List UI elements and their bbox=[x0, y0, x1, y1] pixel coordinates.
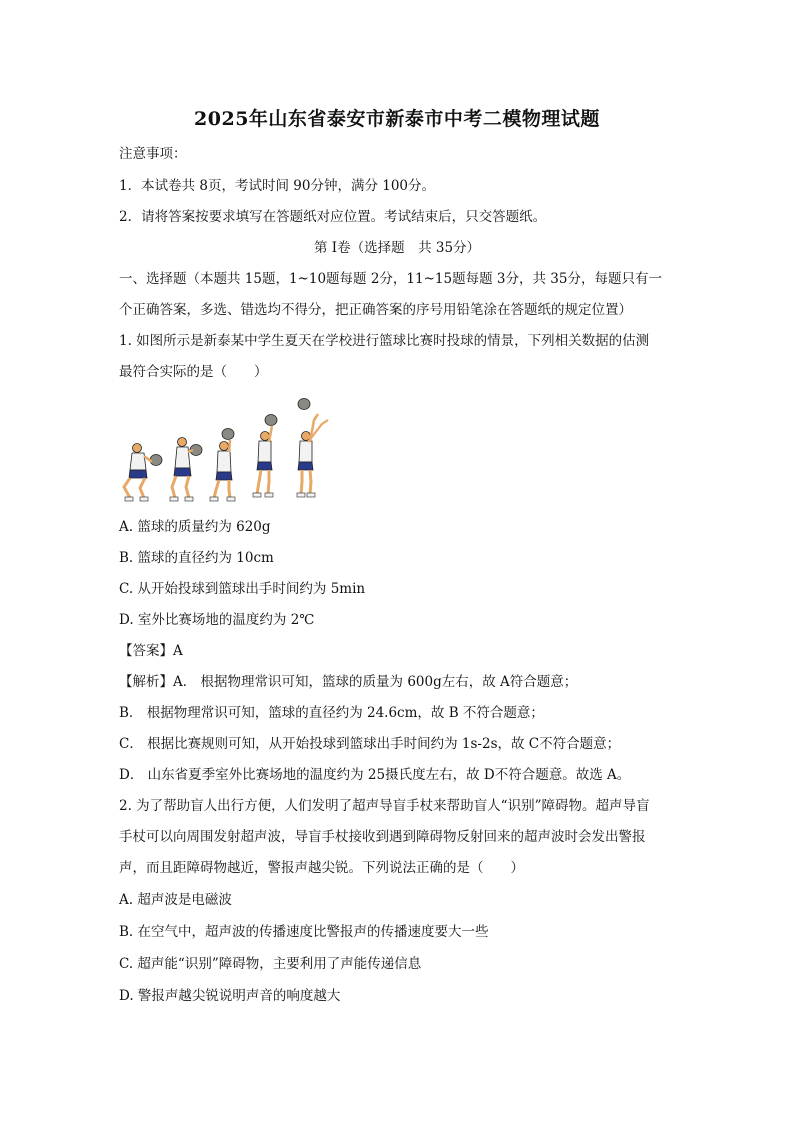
q1-stem-line-1: 1. 如图所示是新泰某中学生夏天在学校进行篮球比赛时投球的情景，下列相关数据的估测 bbox=[119, 333, 650, 349]
ball-3 bbox=[222, 429, 234, 440]
q1-analysis-a: 【解析】A． 根据物理常识可知，篮球的质量为 600g左右，故 A符合题意； bbox=[119, 674, 578, 690]
ball-1 bbox=[150, 455, 162, 466]
q1-option-a: A. 篮球的质量约为 620g bbox=[119, 519, 271, 535]
q2-stem-line-2: 手杖可以向周围发射超声波，导盲手杖接收到遇到障碍物反射回来的超声波时会发出警报 bbox=[119, 829, 646, 845]
q2-option-c: C. 超声能“识别”障碍物，主要利用了声能传递信息 bbox=[119, 956, 422, 972]
part-intro-line-2: 个正确答案，多选、错选均不得分，把正确答案的序号用铅笔涂在答题纸的规定位置） bbox=[119, 302, 632, 318]
player-5-release bbox=[297, 399, 328, 498]
ball-5 bbox=[298, 399, 310, 410]
q2-option-a: A. 超声波是电磁波 bbox=[119, 892, 232, 908]
notice-item-1: 1．本试卷共 8页，考试时间 90分钟，满分 100分。 bbox=[119, 178, 435, 194]
q2-stem-line-1: 2. 为了帮助盲人出行方便，人们发明了超声导盲手杖来帮助盲人“识别”障碍物。超声导盲 bbox=[119, 798, 650, 814]
q1-option-d: D. 室外比赛场地的温度约为 2℃ bbox=[119, 612, 315, 628]
q2-option-b: B. 在空气中，超声波的传播速度比警报声的传播速度要大一些 bbox=[119, 924, 489, 940]
q1-option-c: C. 从开始投球到篮球出手时间约为 5min bbox=[119, 581, 366, 597]
q1-analysis-c: C． 根据比赛规则可知，从开始投球到篮球出手时间约为 1s-2s，故 C不符合题意； bbox=[119, 736, 621, 752]
q1-stem-line-2: 最符合实际的是（ ） bbox=[119, 364, 268, 380]
player-3-lift bbox=[210, 429, 235, 502]
section-title: 第 I卷（选择题 共 35分） bbox=[313, 240, 481, 256]
q1-answer: 【答案】A bbox=[119, 643, 183, 659]
player-2-rise bbox=[170, 438, 202, 502]
q2-stem-line-3: 声，而且距障碍物越近，警报声越尖锐。下列说法正确的是（ ） bbox=[119, 860, 524, 876]
page-title: 2025年山东省泰安市新泰市中考二模物理试题 bbox=[194, 108, 600, 130]
ball-4 bbox=[265, 415, 277, 426]
player-4-extend bbox=[253, 415, 277, 498]
part-intro-line-1: 一、选择题（本题共 15题，1~10题每题 2分，11~15题每题 3分，共 35分，每题只有一 bbox=[119, 271, 662, 287]
notice-header: 注意事项： bbox=[119, 146, 187, 162]
basketball-shot-figure bbox=[118, 392, 338, 510]
q1-analysis-b: B． 根据物理常识可知，篮球的直径约为 24.6cm，故 B 不符合题意； bbox=[119, 705, 544, 721]
q1-analysis-d: D． 山东省夏季室外比赛场地的温度约为 25摄氏度左右，故 D不符合题意。故选 A。 bbox=[119, 767, 631, 783]
notice-item-2: 2．请将答案按要求填写在答题纸对应位置。考试结束后，只交答题纸。 bbox=[119, 209, 547, 225]
q2-option-d: D. 警报声越尖锐说明声音的响度越大 bbox=[119, 988, 341, 1004]
q1-option-b: B. 篮球的直径约为 10cm bbox=[119, 550, 274, 566]
player-1-crouch bbox=[124, 444, 162, 502]
